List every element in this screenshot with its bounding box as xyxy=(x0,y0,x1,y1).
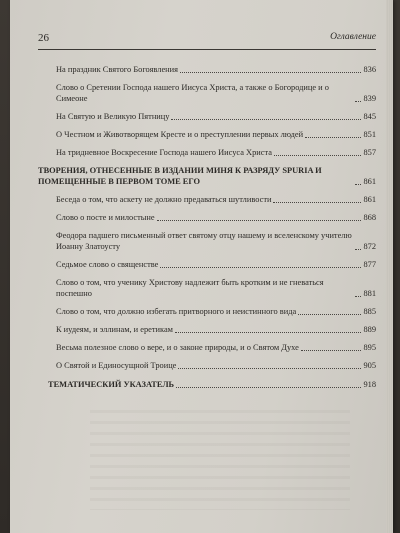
toc-entry-page: 877 xyxy=(363,260,376,269)
toc-entry-page: 905 xyxy=(363,361,376,370)
toc-entry-page: 881 xyxy=(363,289,376,298)
toc-entry-page: 851 xyxy=(363,130,376,139)
toc-entry-title: Слово о Сретении Господа нашего Иисуса Христа, а также о Богородице и о Симеоне xyxy=(56,83,329,103)
toc-entry-title: Беседа о том, что аскету не должно предаваться шутливости xyxy=(56,195,272,204)
dot-leader xyxy=(273,202,361,203)
toc-entry xyxy=(56,64,376,75)
toc-entry-title: Слово о том, что ученику Христову надлежит быть кротким и не гневаться поспешно xyxy=(56,278,324,298)
toc-entry xyxy=(56,277,376,299)
toc-entry-page: 868 xyxy=(363,213,376,222)
toc-entry-title: Слово о том, что должно избегать притворного и неистинного вида xyxy=(56,307,297,316)
show-through-text xyxy=(90,410,350,510)
section-title: ТВОРЕНИЯ, ОТНЕСЕННЫЕ В ИЗДАНИИ МИНЯ К РАЗРЯДУ SPURIA И ПОМЕЩЕННЫЕ В ПЕРВОМ ТОМЕ ЕГО xyxy=(38,166,322,186)
toc-entry-title: Слово о посте и милостыне xyxy=(56,213,155,222)
toc-entry-title: О Честном и Животворящем Кресте и о преступлении первых людей xyxy=(56,130,304,139)
dot-leader xyxy=(355,296,361,297)
toc-entry-page: 861 xyxy=(363,195,376,204)
page-edge xyxy=(386,0,393,533)
toc-entry-page: 885 xyxy=(363,307,376,316)
dot-leader xyxy=(355,184,361,185)
toc-entry xyxy=(56,82,376,104)
toc-entry-page: 836 xyxy=(363,65,376,74)
dot-leader xyxy=(176,387,361,388)
toc-entry-page: 845 xyxy=(363,112,376,121)
toc-section-index xyxy=(48,379,376,390)
toc-entry xyxy=(56,342,376,353)
toc-entry xyxy=(56,230,376,252)
toc-entry-title: На тридневное Воскресение Господа нашего Иисуса Христа xyxy=(56,148,272,157)
dot-leader xyxy=(355,249,361,250)
toc-entry-page: 895 xyxy=(363,343,376,352)
dot-leader xyxy=(180,72,361,73)
toc-entry xyxy=(56,111,376,122)
toc-entry-title: На праздник Святого Богоявления xyxy=(56,65,178,74)
section-page: 918 xyxy=(363,380,376,389)
toc-entry-page: 872 xyxy=(363,242,376,251)
dot-leader xyxy=(157,220,362,221)
toc-entry-page: 839 xyxy=(363,94,376,103)
dot-leader xyxy=(274,155,361,156)
toc-entry-title: К иудеям, и эллинам, и еретикам xyxy=(56,325,173,334)
page-number: 26 xyxy=(38,32,49,44)
toc-entry xyxy=(56,324,376,335)
toc-entry-title: Феодора падшего письменный ответ святому отцу нашему и вселенскому учителю Иоанну Златоусту xyxy=(56,231,352,251)
dot-leader xyxy=(355,101,361,102)
toc-entry xyxy=(56,147,376,158)
page-content xyxy=(38,32,376,397)
toc-entry xyxy=(56,212,376,223)
toc-section-spuria xyxy=(38,165,376,187)
running-head: Оглавление xyxy=(330,32,376,42)
dot-leader xyxy=(175,332,361,333)
toc-entry-title: Седьмое слово о священстве xyxy=(56,260,159,269)
toc-entry-title: На Святую и Великую Пятницу xyxy=(56,112,170,121)
section-page: 861 xyxy=(363,177,376,186)
dot-leader xyxy=(305,137,361,138)
toc-entry xyxy=(56,129,376,140)
dot-leader xyxy=(160,267,361,268)
toc-entry-page: 857 xyxy=(363,148,376,157)
dot-leader xyxy=(178,368,361,369)
toc-entry xyxy=(56,360,376,371)
toc-entry-title: О Святой и Единосущной Троице xyxy=(56,361,177,370)
section-title: ТЕМАТИЧЕСКИЙ УКАЗАТЕЛЬ xyxy=(48,380,175,389)
toc-entry-page: 889 xyxy=(363,325,376,334)
toc-entry xyxy=(56,306,376,317)
toc-entry xyxy=(56,259,376,270)
toc-entry xyxy=(56,194,376,205)
dot-leader xyxy=(171,119,361,120)
table-of-contents xyxy=(38,64,376,390)
dot-leader xyxy=(301,350,362,351)
book-page xyxy=(10,0,393,533)
page-header xyxy=(38,32,376,50)
toc-entry-title: Весьма полезное слово о вере, и о законе природы, и о Святом Духе xyxy=(56,343,299,352)
dot-leader xyxy=(298,314,361,315)
